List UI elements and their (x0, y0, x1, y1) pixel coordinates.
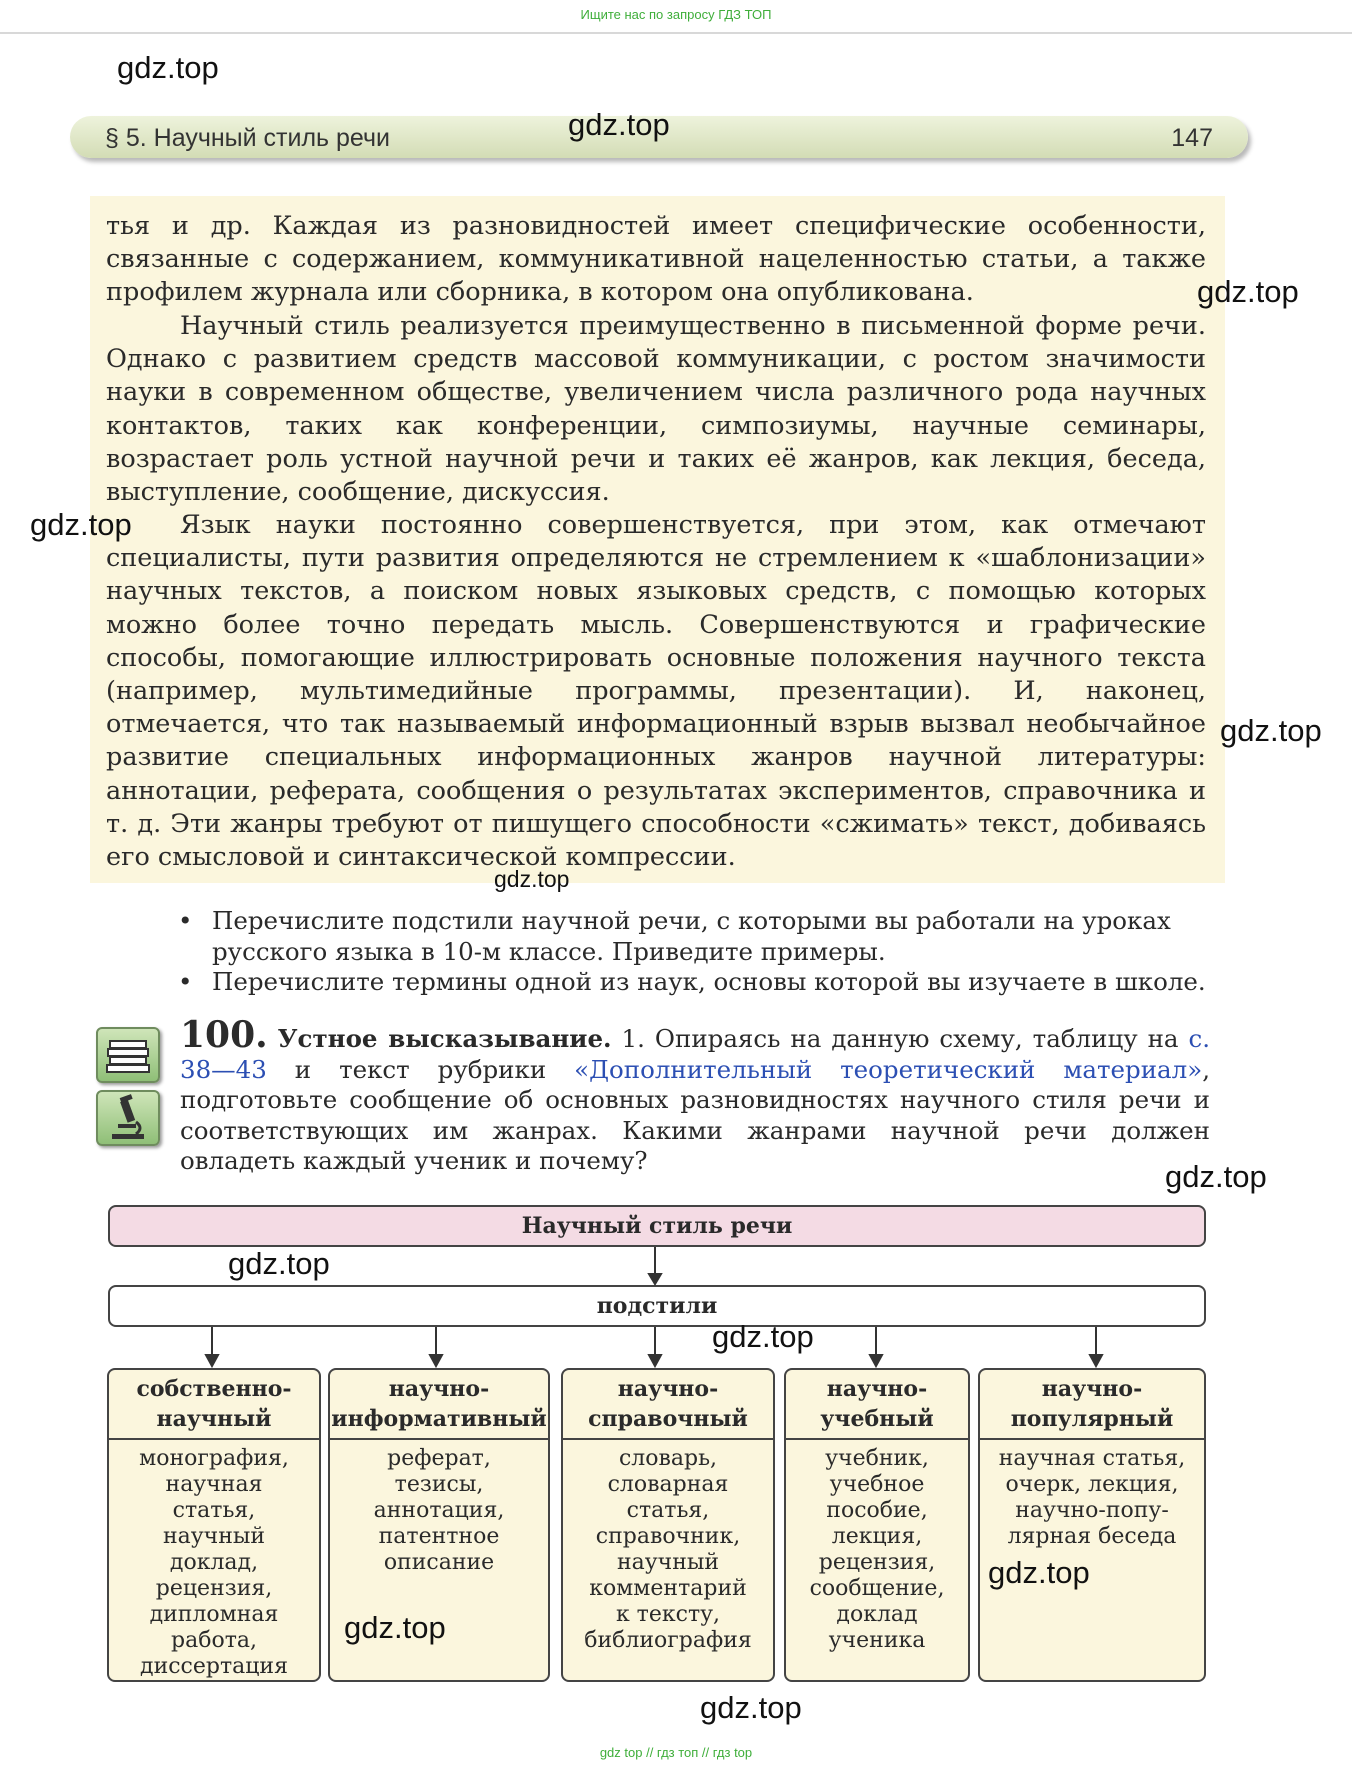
paragraph-3: Язык науки постоянно совершенствуется, при этом, как отмечают специалисты, пути развития определяются не стремлением к «шаблонизации» научных текстов, а поиском новых языковых средств, с помощью которых можно более точно передать мысль. Совершенствуются и графические способы, помогающие иллюстрировать основные положения научного текста (например, мультимедийные программы, презентации). И, наконец, отмечается, что так называемый информационный взрыв вызвал необычайное развитие специальных информационных жанров научной литературы: аннотации, реферата, сообщения о результатах экспериментов, справочника и т. д. Эти жанры требуют от пишущего способности «сжимать» текст, добиваясь его смысловой и синтаксической компрессии. (106, 510, 1206, 873)
exercise-number: 100. (180, 1014, 268, 1056)
substyle-header: научно- популярный (980, 1370, 1204, 1440)
substyle-column (784, 1368, 970, 1682)
exercise-text: 1. Опираясь на данную схему, таблицу на (611, 1024, 1189, 1053)
substyle-header: собственно- научный (109, 1370, 319, 1440)
footer-links: gdz top // гдз топ // гдз top (599, 1745, 753, 1760)
watermark: gdz.top (344, 1610, 446, 1645)
watermark: gdz.top (494, 866, 570, 892)
diagram-substyles: подстили (108, 1285, 1206, 1327)
substyle-column (107, 1368, 321, 1682)
exercise-text: и текст рубрики (266, 1054, 575, 1084)
genre-list: учебник, учебное пособие, лекция, рецензия, сообщение, доклад ученика (809, 1446, 945, 1653)
page-number: 147 (1171, 124, 1213, 152)
pages-link[interactable]: с. 38—43 (180, 1024, 1210, 1084)
watermark: gdz.top (1197, 274, 1299, 309)
paragraph-2: Научный стиль реализуется преимущественно в письменной форме речи. Однако с развитием средств массовой коммуникации, с ростом значимости науки в современном обществе, увеличением числа различного рода научных контактов, таких как конференции, симпозиумы, научные семинары, возрастает роль устной научной речи и таких её жанров, как лекция, беседа, выступление, сообщение, дискуссия. (106, 311, 1206, 508)
watermark: gdz.top (1220, 713, 1322, 748)
watermark: gdz.top (700, 1690, 802, 1725)
diagram-title: Научный стиль речи (108, 1205, 1206, 1247)
substyle-column (561, 1368, 775, 1682)
genre-list: научная статья, очерк, лекция, научно-попу- лярная беседа (998, 1446, 1186, 1549)
paragraph-1: тья и др. Каждая из разновидностей имеет специфические особенности, связанные с содержанием, коммуникативной нацеленностью статьи, а также профилем журнала или сборника, в котором она опубликована. (106, 211, 1206, 308)
substyle-header: научно- справочный (563, 1370, 773, 1440)
substyle-header: научно- учебный (786, 1370, 968, 1440)
watermark: gdz.top (1165, 1159, 1267, 1194)
section-title: § 5. Научный стиль речи (105, 124, 390, 152)
watermark: gdz.top (228, 1246, 330, 1281)
genre-list: словарь, словарная статья, справочник, научный комментарий к тексту, библиография (584, 1446, 752, 1653)
watermark: gdz.top (988, 1555, 1090, 1590)
question-item: • Перечислите термины одной из наук, основы которой вы изучаете в школе. (178, 967, 1210, 998)
watermark: gdz.top (117, 50, 219, 85)
exercise-text: , подготовьте сообщение об основных разновидностях научного стиля речи и соответствующих им жанрах. Какими жанрами научной речи должен овладеть каждый ученик и почему? (180, 1054, 1211, 1175)
genre-list: реферат, тезисы, аннотация, патентное описание (373, 1446, 505, 1575)
top-banner: Ищите нас по запросу ГДЗ ТОП (0, 0, 1352, 34)
watermark: gdz.top (712, 1319, 814, 1354)
watermark: gdz.top (568, 107, 670, 142)
rubric-link[interactable]: «Дополнительный теоретический материал» (574, 1054, 1203, 1084)
substyle-column (978, 1368, 1206, 1682)
question-item: • Перечислите подстили научной речи, с которыми вы работали на уроках русского языка в 10-м классе. Приведите примеры. (178, 906, 1210, 967)
genre-list: монография, научная статья, научный доклад, рецензия, дипломная работа, диссертация (139, 1446, 289, 1679)
watermark: gdz.top (30, 507, 132, 542)
exercise-label: Устное высказывание. (277, 1024, 612, 1053)
substyle-header: научно- информативный (330, 1370, 548, 1440)
